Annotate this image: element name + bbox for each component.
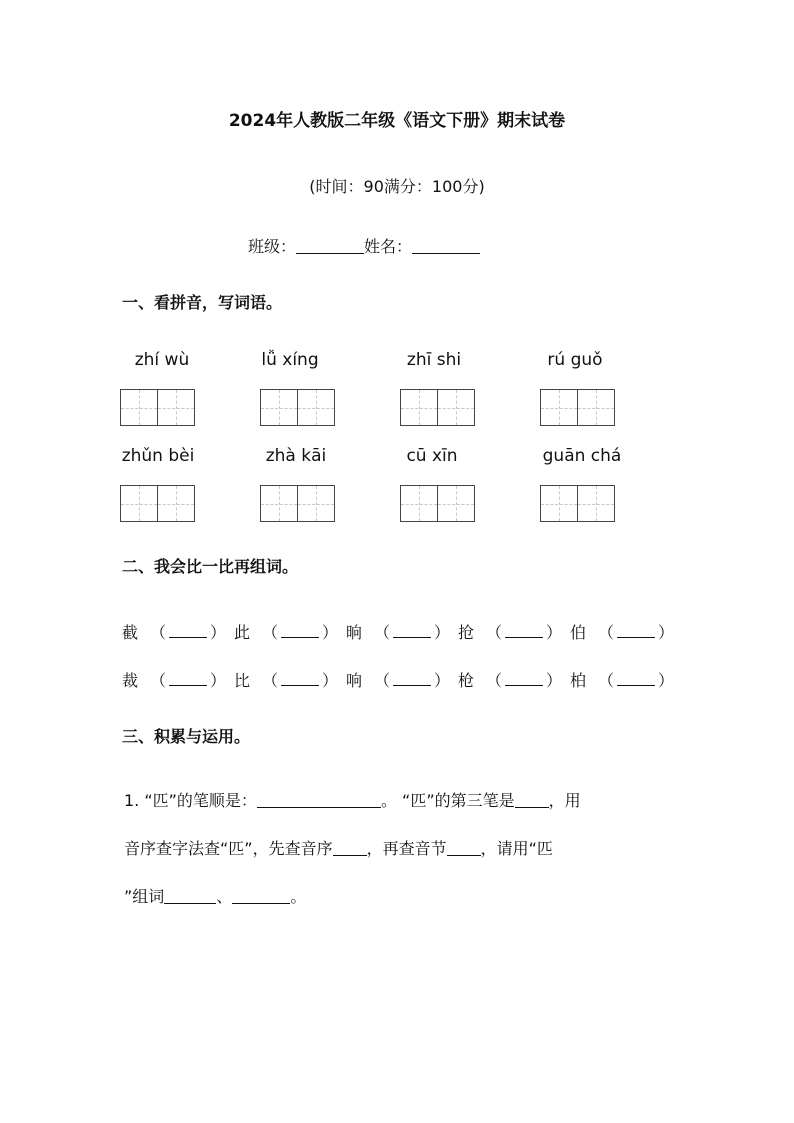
word-blank[interactable] [169, 671, 207, 686]
open-paren: （ [262, 671, 279, 690]
question1-text: ，请用“匹 [480, 839, 553, 858]
compare-item [570, 668, 682, 691]
close-paren: ） [658, 623, 675, 642]
grid-cell[interactable] [158, 389, 195, 426]
compare-char: 此 [234, 623, 251, 642]
exam-time-score: (时间：90满分：100分) [309, 177, 485, 196]
writing-grid[interactable] [400, 485, 475, 522]
pinyin-label: zhí wù [134, 350, 190, 370]
word-blank[interactable] [393, 623, 431, 638]
word-blank[interactable] [617, 671, 655, 686]
compare-item [346, 668, 458, 691]
exam-title: 2024年人教版二年级《语文下册》期末试卷 [228, 111, 566, 131]
question1-line2 [124, 836, 553, 859]
question1-text: ”组词 [124, 887, 165, 906]
grid-cell[interactable] [158, 485, 195, 522]
question1-text: 音序查字法查“匹”，先查音序 [124, 839, 333, 858]
writing-grid[interactable] [260, 389, 335, 426]
section2-heading: 二、我会比一比再组词。 [122, 557, 299, 576]
compare-item [122, 620, 234, 643]
pinyin-label: zhǔn bèi [121, 446, 195, 466]
grid-cell[interactable] [578, 485, 615, 522]
open-paren: （ [374, 671, 391, 690]
close-paren: ） [322, 671, 339, 690]
section3-heading: 三、积累与运用。 [122, 727, 251, 746]
close-paren: ） [322, 623, 339, 642]
open-paren: （ [598, 671, 615, 690]
name-label: 姓名： [364, 237, 413, 256]
pinyin-label: zhà kāi [265, 446, 327, 466]
compare-item [122, 668, 234, 691]
close-paren: ） [210, 623, 227, 642]
compare-char: 截 [122, 623, 139, 642]
question1-line3 [124, 884, 306, 907]
word-blank-1[interactable] [164, 903, 216, 904]
third-stroke-blank[interactable] [515, 807, 549, 808]
compare-item [234, 668, 346, 691]
grid-cell[interactable] [298, 485, 335, 522]
compare-item [458, 668, 570, 691]
grid-cell[interactable] [400, 485, 438, 522]
grid-cell[interactable] [540, 389, 578, 426]
question1-text: ，用 [548, 791, 581, 810]
grid-cell[interactable] [578, 389, 615, 426]
open-paren: （ [150, 623, 167, 642]
compare-char: 晌 [346, 623, 363, 642]
grid-cell[interactable] [260, 389, 298, 426]
pinyin-label: lǚ xíng [261, 350, 319, 370]
compare-char: 柏 [570, 671, 587, 690]
open-paren: （ [374, 623, 391, 642]
close-paren: ） [546, 671, 563, 690]
grid-cell[interactable] [260, 485, 298, 522]
pinyin-label: cū xīn [406, 446, 458, 466]
close-paren: ） [658, 671, 675, 690]
writing-grid[interactable] [400, 389, 475, 426]
open-paren: （ [486, 671, 503, 690]
writing-grid[interactable] [120, 485, 195, 522]
question1-line1 [124, 788, 581, 811]
compare-char: 响 [346, 671, 363, 690]
compare-item [346, 620, 458, 643]
compare-char: 抢 [458, 623, 475, 642]
compare-row-2 [122, 668, 682, 691]
close-paren: ） [210, 671, 227, 690]
word-blank-2[interactable] [232, 903, 290, 904]
word-blank[interactable] [505, 623, 543, 638]
pinyin-label: guān chá [542, 446, 622, 466]
grid-cell[interactable] [120, 485, 158, 522]
question1-text: ，再查音节 [366, 839, 447, 858]
question1-text: 、 [216, 887, 233, 906]
grid-cell[interactable] [438, 485, 475, 522]
pinyin-label: rú guǒ [547, 350, 603, 370]
name-blank[interactable] [412, 253, 480, 254]
student-info-line [248, 234, 480, 257]
grid-cell[interactable] [298, 389, 335, 426]
word-blank[interactable] [393, 671, 431, 686]
open-paren: （ [262, 623, 279, 642]
section1-heading: 一、看拼音，写词语。 [122, 293, 283, 312]
word-blank[interactable] [617, 623, 655, 638]
writing-grid[interactable] [540, 389, 615, 426]
question1-text: 。 [290, 887, 307, 906]
compare-item [570, 620, 682, 643]
writing-grid[interactable] [120, 389, 195, 426]
compare-char: 伯 [570, 623, 587, 642]
compare-char: 枪 [458, 671, 475, 690]
open-paren: （ [150, 671, 167, 690]
close-paren: ） [546, 623, 563, 642]
grid-cell[interactable] [438, 389, 475, 426]
question1-text: 。 “匹”的第三笔是 [380, 791, 515, 810]
word-blank[interactable] [281, 671, 319, 686]
word-blank[interactable] [169, 623, 207, 638]
compare-row-1 [122, 620, 682, 643]
writing-grid[interactable] [540, 485, 615, 522]
grid-cell[interactable] [540, 485, 578, 522]
grid-cell[interactable] [120, 389, 158, 426]
writing-grid[interactable] [260, 485, 335, 522]
grid-cell[interactable] [400, 389, 438, 426]
word-blank[interactable] [505, 671, 543, 686]
class-blank[interactable] [296, 253, 364, 254]
syllable-blank[interactable] [447, 855, 481, 856]
question1-text: 1. “匹”的笔顺是： [124, 791, 257, 810]
word-blank[interactable] [281, 623, 319, 638]
open-paren: （ [486, 623, 503, 642]
open-paren: （ [598, 623, 615, 642]
compare-item [458, 620, 570, 643]
class-label: 班级： [248, 237, 297, 256]
compare-char: 裁 [122, 671, 139, 690]
pinyin-label: zhī shi [406, 350, 462, 370]
close-paren: ） [434, 671, 451, 690]
stroke-order-blank[interactable] [257, 807, 381, 808]
compare-item [234, 620, 346, 643]
close-paren: ） [434, 623, 451, 642]
compare-char: 比 [234, 671, 251, 690]
phonetic-order-blank[interactable] [333, 855, 367, 856]
